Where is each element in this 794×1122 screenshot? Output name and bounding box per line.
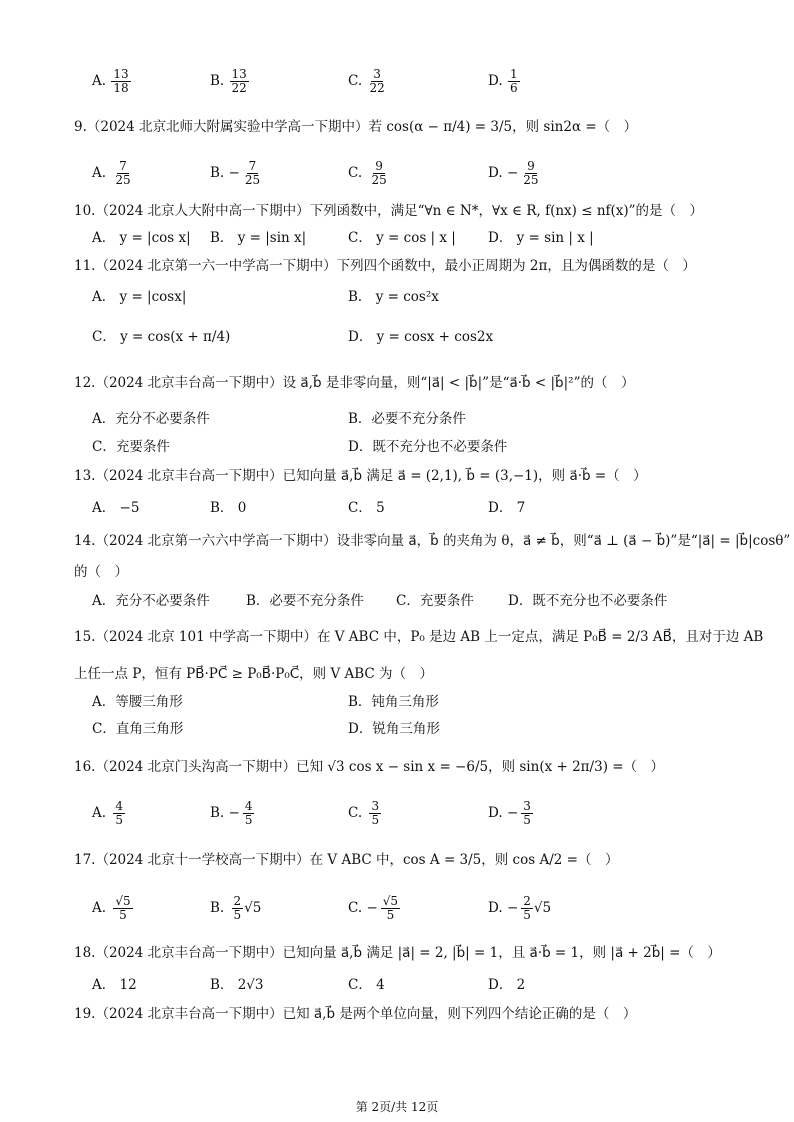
q19-stem: 19.（2024 北京丰台高一下期中）已知 a⃗,b⃗ 是两个单位向量，则下列四个结论正确的是（ ） [74, 1006, 637, 1022]
fraction: $\frac{7}{25}$ [115, 159, 131, 187]
q9-option-b: B. − $\frac{7}{25}$ [210, 159, 261, 187]
q10-option-c: C． y = cos | x | [348, 230, 456, 246]
fraction: $\frac{2}{5}$ [233, 894, 242, 922]
q9-option-a: A. $\frac{7}{25}$ [92, 159, 131, 187]
q15-stem-cont: 上任一点 P，恒有 PB⃗·PC⃗ ≥ P₀B⃗·P₀C⃗，则 V ABC 为（ ） [74, 666, 434, 682]
fraction: $\frac{9}{25}$ [371, 159, 387, 187]
q15-option-a: A．等腰三角形 [92, 694, 183, 710]
q13-stem: 13.（2024 北京丰台高一下期中）已知向量 a⃗,b⃗ 满足 a⃗ = (2,1), b⃗ = (3,−1)，则 a⃗·b⃗ =（ ） [74, 468, 647, 484]
q16-option-d: D. − $\frac{3}{5}$ [488, 799, 531, 827]
fraction: $\frac{1}{6}$ [509, 67, 518, 95]
q13-option-a: A． −5 [92, 500, 140, 516]
q15-option-c: C．直角三角形 [92, 721, 184, 737]
fraction: $\frac{4}{5}$ [115, 799, 123, 827]
q18-option-d: D． 2 [488, 977, 526, 993]
q15-option-b: B．钝角三角形 [348, 694, 439, 710]
q8-option-a: A. $\frac{13}{18}$ [92, 67, 129, 95]
q14-option-b: B．必要不充分条件 [246, 593, 364, 609]
fraction: $\frac{13}{18}$ [113, 67, 129, 95]
q17-option-d: D. − $\frac{2}{5}$ √5 [488, 894, 552, 922]
q15-option-d: D．锐角三角形 [348, 721, 440, 737]
q16-option-b: B. − $\frac{4}{5}$ [210, 799, 253, 827]
q16-option-a: A. $\frac{4}{5}$ [92, 799, 123, 827]
fraction: $\frac{√5}{5}$ [382, 894, 399, 922]
q9-stem: 9.（2024 北京北师大附属实验中学高一下期中）若 cos(α − π/4) = 3/5，则 sin2α =（ ） [74, 119, 638, 135]
q17-stem: 17.（2024 北京十一学校高一下期中）在 V ABC 中，cos A = 3/5，则 cos A/2 =（ ） [74, 852, 619, 868]
page-footer: 第 2页/共 12页 [355, 1100, 439, 1114]
q18-stem: 18.（2024 北京丰台高一下期中）已知向量 a⃗,b⃗ 满足 |a⃗| = 2, |b⃗| = 1，且 a⃗·b⃗ = 1，则 |a⃗ + 2b⃗| =（ ） [74, 945, 721, 961]
fraction: $\frac{7}{25}$ [244, 159, 261, 187]
q8-option-d: D. $\frac{1}{6}$ [488, 67, 518, 95]
fraction: $\frac{9}{25}$ [523, 159, 539, 187]
q13-option-d: D． 7 [488, 500, 526, 516]
fraction: $\frac{13}{22}$ [231, 67, 247, 95]
fraction: $\frac{2}{5}$ [523, 894, 531, 922]
q14-stem-cont: 的（ ） [74, 564, 128, 580]
q9-option-c: C. $\frac{9}{25}$ [348, 159, 387, 187]
q10-option-b: B． y = |sin x| [210, 230, 307, 246]
q13-option-b: B． 0 [210, 500, 247, 516]
q11-option-b: B． y = cos²x [348, 289, 439, 305]
fraction: $\frac{√5}{5}$ [115, 894, 131, 922]
q14-option-d: D．既不充分也不必要条件 [508, 593, 668, 609]
q8-option-c: C. $\frac{3}{22}$ [348, 67, 385, 95]
q17-option-a: A. $\frac{√5}{5}$ [92, 894, 131, 922]
q12-option-c: C．充要条件 [92, 439, 170, 455]
q13-option-c: C． 5 [348, 500, 385, 516]
q10-option-a: A． y = |cos x| [92, 230, 191, 246]
q17-option-b: B. $\frac{2}{5}$ √5 [210, 894, 262, 922]
q11-option-d: D． y = cosx + cos2x [348, 329, 494, 345]
q14-option-c: C．充要条件 [396, 593, 474, 609]
q17-option-c: C. − $\frac{√5}{5}$ [348, 894, 399, 922]
q18-option-c: C． 4 [348, 977, 385, 993]
q12-stem: 12.（2024 北京丰台高一下期中）设 a⃗,b⃗ 是非零向量，则“|a⃗| < |b⃗|”是“a⃗·b⃗ < |b⃗|²”的（ ） [74, 375, 635, 391]
q18-option-a: A． 12 [92, 977, 137, 993]
q16-option-c: C. $\frac{3}{5}$ [348, 799, 380, 827]
q15-stem: 15.（2024 北京 101 中学高一下期中）在 V ABC 中，P₀ 是边 AB 上一定点，满足 P₀B⃗ = 2/3 AB⃗，且对于边 AB [74, 629, 764, 645]
q18-option-b: B． 2√3 [210, 977, 264, 993]
q9-option-d: D. − $\frac{9}{25}$ [488, 159, 539, 187]
q11-stem: 11.（2024 北京第一六一中学高一下期中）下列四个函数中，最小正周期为 2π，且为偶函数的是（ ） [74, 258, 696, 274]
fraction: $\frac{3}{5}$ [371, 799, 380, 827]
q16-stem: 16.（2024 北京门头沟高一下期中）已知 √3 cos x − sin x = −6/5，则 sin(x + 2π/3) =（ ） [74, 759, 665, 775]
q11-option-c: C． y = cos(x + π/4) [92, 329, 231, 345]
q12-option-b: B．必要不充分条件 [348, 411, 466, 427]
q10-stem: 10.（2024 北京人大附中高一下期中）下列函数中，满足“∀n ∈ N*，∀x ∈ R, f(nx) ≤ nf(x)”的是（ ） [74, 203, 704, 219]
q12-option-d: D．既不充分也不必要条件 [348, 439, 508, 455]
fraction: $\frac{3}{5}$ [523, 799, 531, 827]
q11-option-a: A． y = |cosx| [92, 289, 187, 305]
q14-stem: 14.（2024 北京第一六六中学高一下期中）设非零向量 a⃗，b⃗ 的夹角为 θ，a⃗ ≠ b⃗，则“a⃗ ⊥ (a⃗ − b⃗)”是“|a⃗| = |b⃗|cosθ” [74, 533, 791, 549]
q12-option-a: A．充分不必要条件 [92, 411, 210, 427]
q8-option-b: B. $\frac{13}{22}$ [210, 67, 247, 95]
q14-option-a: A．充分不必要条件 [92, 593, 210, 609]
fraction: $\frac{4}{5}$ [244, 799, 253, 827]
q10-option-d: D． y = sin | x | [488, 230, 594, 246]
fraction: $\frac{3}{22}$ [369, 67, 385, 95]
